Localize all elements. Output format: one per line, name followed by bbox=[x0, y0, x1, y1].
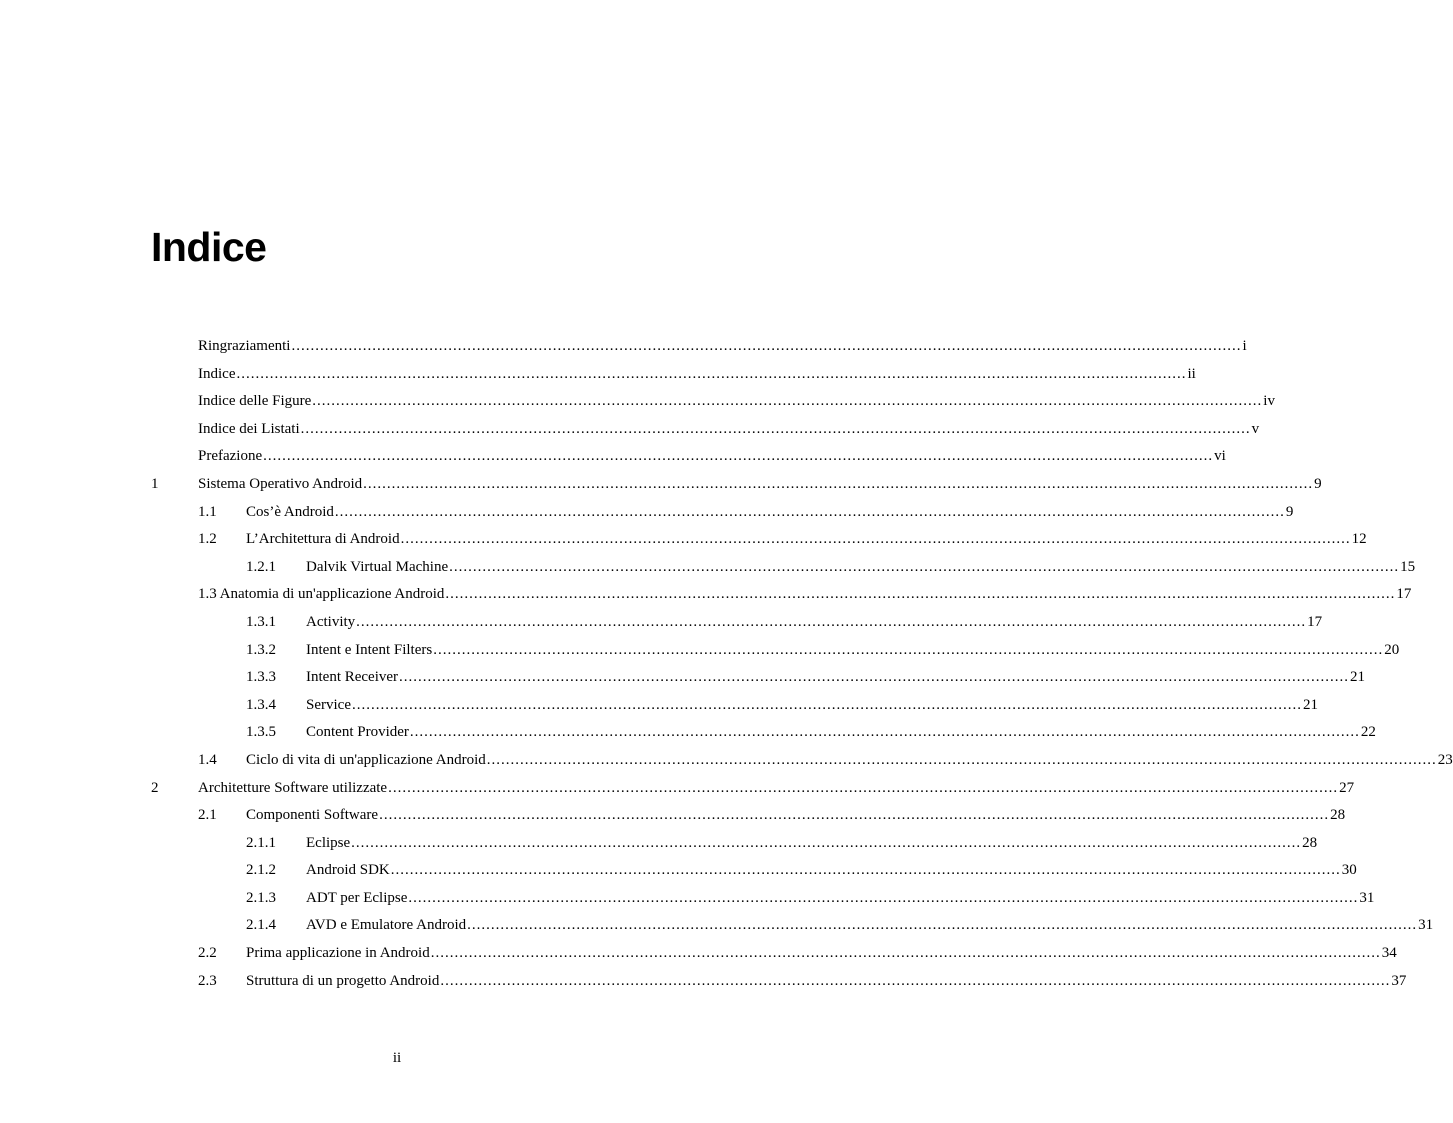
dot-leader: ........................................................................................................................................................................................................ bbox=[433, 641, 1384, 658]
toc-entry[interactable] bbox=[0, 362, 1196, 390]
toc-entry-page: 9 bbox=[1314, 475, 1322, 492]
toc-entry-number: 1.4 bbox=[198, 751, 217, 768]
dot-leader: ........................................................................................................................................................................................................ bbox=[291, 338, 1242, 354]
toc-entry-label: L’Architettura di Android bbox=[246, 531, 400, 548]
dot-leader: ........................................................................................................................................................................................................ bbox=[445, 586, 1396, 603]
toc-entry-number: 2.1.2 bbox=[246, 862, 276, 879]
dot-leader: ........................................................................................................................................................................................................ bbox=[363, 475, 1314, 492]
toc-entry-number: 1.3.1 bbox=[246, 613, 276, 630]
dot-leader: ........................................................................................................................................................................................................ bbox=[351, 696, 1302, 713]
toc-entry-page: 37 bbox=[1391, 972, 1407, 989]
toc-entry-page: 31 bbox=[1359, 889, 1375, 906]
toc-entry-page: 30 bbox=[1341, 862, 1357, 879]
toc-entry[interactable] bbox=[0, 720, 1376, 748]
toc-entry-label: Dalvik Virtual Machine bbox=[306, 558, 449, 575]
toc-entry-label: ADT per Eclipse bbox=[306, 889, 408, 906]
dot-leader: ........................................................................................................................................................................................................ bbox=[399, 669, 1350, 686]
toc-entry[interactable] bbox=[0, 555, 1416, 583]
dot-leader: ........................................................................................................................................................................................................ bbox=[409, 724, 1360, 741]
page-title: Indice bbox=[151, 224, 267, 270]
toc-entry-number: 2.1.1 bbox=[246, 834, 276, 851]
toc-entry-number: 1.2 bbox=[198, 531, 217, 548]
toc-entry-label: Activity bbox=[306, 613, 356, 630]
dot-leader: ........................................................................................................................................................................................................ bbox=[400, 531, 1351, 548]
toc-entry[interactable] bbox=[0, 693, 1318, 721]
toc-entry-number: 2.1.3 bbox=[246, 889, 276, 906]
toc-entry-label: Eclipse bbox=[306, 834, 351, 851]
toc-entry[interactable] bbox=[0, 417, 1260, 445]
dot-leader: ........................................................................................................................................................................................................ bbox=[334, 503, 1285, 520]
toc-entry[interactable] bbox=[0, 969, 1407, 997]
toc-entry-number: 1.3.2 bbox=[246, 641, 276, 658]
toc-entry-label: Ciclo di vita di un'applicazione Android bbox=[246, 751, 486, 768]
dot-leader: ........................................................................................................................................................................................................ bbox=[236, 365, 1187, 382]
toc-entry-page: 22 bbox=[1360, 724, 1376, 741]
toc-entry-page: 15 bbox=[1400, 558, 1416, 575]
dot-leader: ........................................................................................................................................................................................................ bbox=[379, 807, 1330, 824]
dot-leader: ........................................................................................................................................................................................................ bbox=[467, 917, 1418, 934]
toc-entry-number: 2.3 bbox=[198, 972, 217, 989]
toc-entry-page: i bbox=[1242, 338, 1247, 354]
toc-entry[interactable] bbox=[0, 886, 1375, 914]
toc-entry-page: 9 bbox=[1285, 503, 1294, 520]
dot-leader: ........................................................................................................................................................................................................ bbox=[312, 393, 1263, 410]
toc-entry-page: 17 bbox=[1307, 613, 1323, 630]
toc-entry-page: 27 bbox=[1339, 779, 1355, 796]
toc-entry-label: Service bbox=[306, 696, 351, 713]
dot-leader: ........................................................................................................................................................................................................ bbox=[356, 613, 1307, 630]
toc-entry-number: 2.1 bbox=[198, 807, 217, 824]
dot-leader: ........................................................................................................................................................................................................ bbox=[486, 751, 1437, 768]
toc-entry-label: Android SDK bbox=[306, 862, 390, 879]
toc-entry[interactable] bbox=[0, 610, 1323, 638]
toc-entry[interactable] bbox=[0, 831, 1318, 859]
toc-entry[interactable] bbox=[0, 803, 1346, 831]
toc-entry[interactable] bbox=[0, 500, 1294, 528]
toc-entry-label: Indice delle Figure bbox=[198, 393, 312, 410]
toc-entry[interactable] bbox=[0, 527, 1367, 555]
toc-entry-label: Struttura di un progetto Android bbox=[246, 972, 440, 989]
toc-entry-page: 28 bbox=[1302, 834, 1318, 851]
toc-entry-number: 1.2.1 bbox=[246, 558, 276, 575]
toc-entry-page: 21 bbox=[1350, 669, 1366, 686]
toc-entry[interactable] bbox=[0, 389, 1275, 417]
toc-entry-label: Indice bbox=[198, 365, 236, 382]
toc-entry[interactable] bbox=[0, 858, 1357, 886]
dot-leader: ........................................................................................................................................................................................................ bbox=[388, 779, 1339, 796]
toc-entry-label: Intent Receiver bbox=[306, 669, 399, 686]
dot-leader: ........................................................................................................................................................................................................ bbox=[449, 558, 1400, 575]
toc-entry[interactable] bbox=[0, 776, 1355, 804]
toc-entry-page: 21 bbox=[1302, 696, 1318, 713]
dot-leader: ........................................................................................................................................................................................................ bbox=[408, 889, 1359, 906]
toc-entry-page: 31 bbox=[1418, 917, 1434, 934]
toc-entry-page: 23 bbox=[1437, 751, 1453, 768]
toc-entry[interactable] bbox=[0, 582, 1412, 610]
toc-entry-label: Prefazione bbox=[198, 448, 263, 465]
toc-entry-label: Ringraziamenti bbox=[198, 338, 291, 354]
toc-entry[interactable] bbox=[0, 638, 1400, 666]
toc-entry[interactable] bbox=[0, 444, 1226, 472]
toc-entry-label: Cos’è Android bbox=[246, 503, 334, 520]
toc-entry-label: Componenti Software bbox=[246, 807, 379, 824]
toc-entry[interactable] bbox=[0, 334, 1247, 362]
toc-entry-page: v bbox=[1251, 420, 1260, 437]
dot-leader: ........................................................................................................................................................................................................ bbox=[300, 420, 1251, 437]
toc-entry-number: 1 bbox=[151, 475, 159, 492]
toc-entry-page: 12 bbox=[1351, 531, 1367, 548]
table-of-contents bbox=[0, 334, 1453, 996]
toc-entry-page: 34 bbox=[1381, 945, 1397, 962]
toc-entry-label: Intent e Intent Filters bbox=[306, 641, 433, 658]
dot-leader: ........................................................................................................................................................................................................ bbox=[430, 945, 1381, 962]
dot-leader: ........................................................................................................................................................................................................ bbox=[263, 448, 1214, 465]
toc-entry-page: 28 bbox=[1330, 807, 1346, 824]
toc-entry-number: 1.1 bbox=[198, 503, 217, 520]
toc-entry[interactable] bbox=[0, 748, 1453, 776]
toc-entry-number: 1.3.5 bbox=[246, 724, 276, 741]
toc-entry-label: Sistema Operativo Android bbox=[198, 475, 363, 492]
toc-entry-label: Prima applicazione in Android bbox=[246, 945, 430, 962]
toc-entry-page: iv bbox=[1263, 393, 1275, 410]
toc-entry-number: 2.1.4 bbox=[246, 917, 276, 934]
toc-entry-number: 2 bbox=[151, 779, 159, 796]
toc-entry[interactable] bbox=[0, 472, 1322, 500]
toc-entry-number: 2.2 bbox=[198, 945, 217, 962]
dot-leader: ........................................................................................................................................................................................................ bbox=[440, 972, 1391, 989]
toc-entry-label: AVD e Emulatore Android bbox=[306, 917, 467, 934]
toc-entry-page: vi bbox=[1214, 448, 1226, 465]
toc-entry-number: 1.3.4 bbox=[246, 696, 276, 713]
dot-leader: ........................................................................................................................................................................................................ bbox=[351, 834, 1302, 851]
dot-leader: ........................................................................................................................................................................................................ bbox=[390, 862, 1341, 879]
toc-entry[interactable] bbox=[0, 665, 1366, 693]
toc-entry[interactable] bbox=[0, 941, 1397, 969]
toc-entry-page: ii bbox=[1187, 365, 1196, 382]
toc-entry-label: 1.3 Anatomia di un'applicazione Android bbox=[198, 586, 445, 603]
toc-entry-label: Architetture Software utilizzate bbox=[198, 779, 388, 796]
toc-entry-page: 20 bbox=[1384, 641, 1400, 658]
page-number: ii bbox=[392, 1050, 402, 1066]
toc-entry-label: Indice dei Listati bbox=[198, 420, 300, 437]
toc-entry-label: Content Provider bbox=[306, 724, 409, 741]
toc-entry-page: 17 bbox=[1396, 586, 1412, 603]
toc-entry[interactable] bbox=[0, 913, 1434, 941]
toc-entry-number: 1.3.3 bbox=[246, 669, 276, 686]
